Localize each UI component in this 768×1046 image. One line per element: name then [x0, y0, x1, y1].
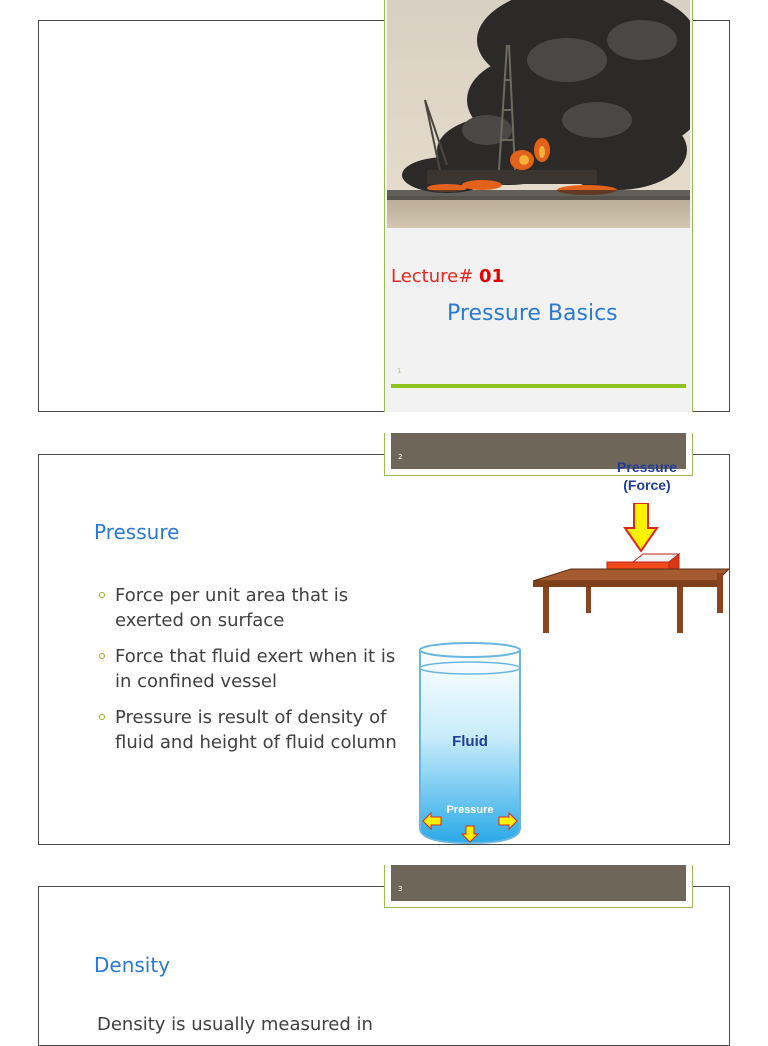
title-panel — [384, 0, 693, 412]
force-arrow-icon — [625, 503, 657, 551]
bullet-circle-icon — [99, 653, 105, 659]
bullet-item: Force per unit area that is exerted on surface — [97, 583, 397, 633]
beaker-pressure-label: Pressure — [446, 804, 494, 816]
slide-header-tab — [384, 865, 693, 908]
slide-number: 2 — [398, 453, 403, 461]
slide-1 — [38, 20, 730, 412]
table-pressure-illustration — [531, 503, 731, 638]
bullet-item: Force that fluid exert when it is in confined vessel — [97, 644, 397, 694]
lecture-label: Lecture# 01 — [391, 266, 505, 287]
accent-bar — [391, 384, 686, 388]
bullet-list — [97, 583, 397, 766]
table-icon — [533, 569, 729, 581]
slide-heading: Density — [94, 953, 171, 977]
slide-number: 3 — [398, 885, 403, 893]
presentation-title: Pressure Basics — [447, 301, 618, 326]
body-text: Density is usually measured in — [97, 1014, 373, 1035]
fluid-label: Fluid — [452, 733, 488, 750]
oil-rig-fire-photo — [387, 0, 690, 228]
slide-heading: Pressure — [94, 520, 180, 544]
bullet-circle-icon — [99, 592, 105, 598]
bullet-circle-icon — [99, 714, 105, 720]
lecture-number: 01 — [479, 266, 505, 287]
slide-header-bar — [391, 865, 686, 901]
slide-number: 1 — [397, 367, 402, 375]
bullet-item: Pressure is result of density of fluid and height of fluid column — [97, 705, 397, 755]
pressure-force-label: Pressure (Force) — [617, 459, 677, 493]
slide-2 — [38, 454, 730, 845]
slide-3 — [38, 886, 730, 1046]
